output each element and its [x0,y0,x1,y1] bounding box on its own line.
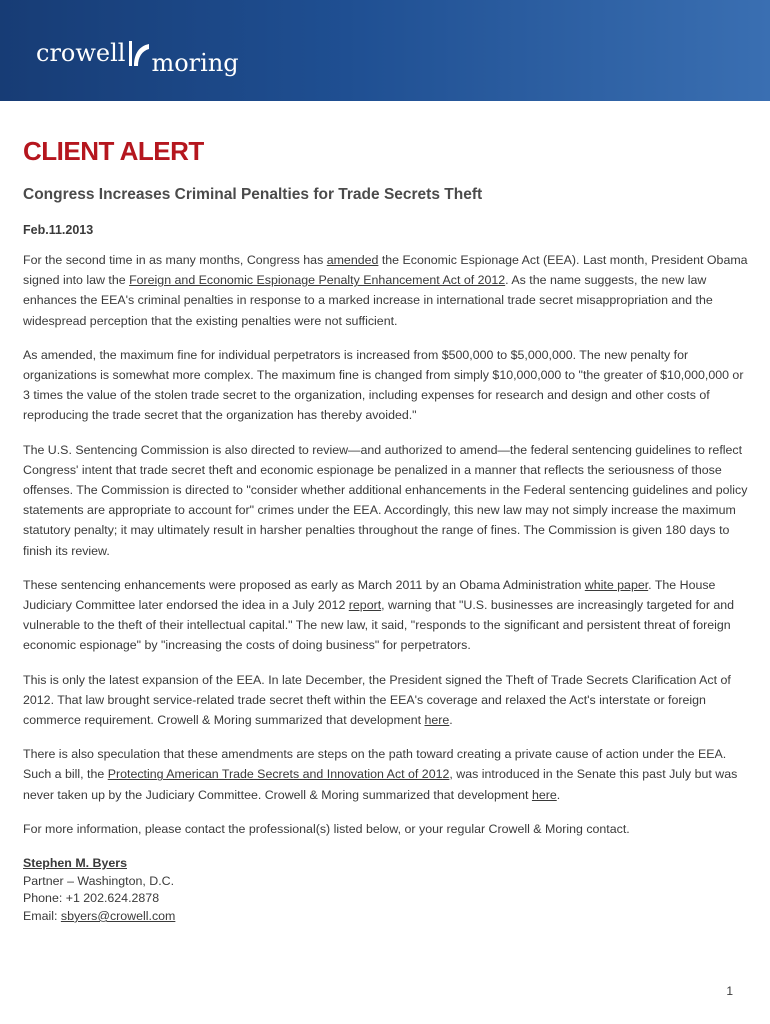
paragraph-5: This is only the latest expansion of the EEA. In late December, the President signed the Theft of Trade Secrets Clarification Act of 2012. That law brought service-related trade secret theft within the EEA's coverage and relaxed the Act's interstate or foreign commerce requirement. Crowell & Moring summarized that development here. [23,672,731,728]
document-body [23,135,748,925]
contact-block [23,855,748,925]
paragraph-1: For the second time in as many months, Congress has amended the Economic Espionage Act (EEA). Last month, President Obama signed into law the Foreign and Economic Espionage Penalty Enhancement Act of 2012. As the name suggests, the new law enhances the EEA's criminal penalties in response to a marked increase in international trade secret misappropriation and the widespread perception that the existing penalties were not sufficient. [23,253,748,328]
logo-mark-icon [126,38,150,68]
page-number: 1 [726,984,733,998]
logo-word-moring: moring [151,49,239,77]
link-protecting-trade-secrets-act[interactable]: Protecting American Trade Secrets and Innovation Act of 2012 [107,767,450,782]
paragraph-2: As amended, the maximum fine for individual perpetrators is increased from $500,000 to $5,000,000. The new penalty for organizations is somewhat more complex. The maximum fine is changed from simply $10,000,000 to "the greater of $10,000,000 or 3 times the value of the stolen trade secret to the organization, including expenses for research and design and other costs of reproducing the trade secret that the organization has thereby avoided." [23,347,744,423]
article-title: Congress Increases Criminal Penalties for Trade Secrets Theft [23,186,483,203]
link-here-1[interactable]: here [424,713,450,728]
link-white-paper[interactable]: white paper [584,577,649,592]
paragraph-7: For more information, please contact the professional(s) listed below, or your regular Crowell & Moring contact. [23,821,630,836]
article-date: Feb.11.2013 [23,223,94,237]
contact-name-link[interactable]: Stephen M. Byers [23,856,127,871]
paragraph-4: These sentencing enhancements were proposed as early as March 2011 by an Obama Administration white paper. The House Judiciary Committee later endorsed the idea in a July 2012 report, warning that "U.S. businesses are increasingly targeted for and vulnerable to the theft of their intellectual capital." The new law, it said, "responds to the significant and persistent threat of foreign economic espionage" by "increasing the costs of doing business" for perpetrators. [23,577,735,653]
link-report[interactable]: report [348,598,382,613]
contact-phone: Phone: +1 202.624.2878 [23,891,160,906]
client-alert-heading: CLIENT ALERT [23,136,204,166]
logo-word-crowell: crowell [36,39,126,67]
crowell-moring-logo [36,38,239,78]
email-link[interactable]: sbyers@crowell.com [60,908,176,923]
paragraph-3: The U.S. Sentencing Commission is also directed to review—and authorized to amend—the federal sentencing guidelines to reflect Congress' intent that trade secret theft and economic espionage be penalized in a manner that reflects the seriousness of those offenses. The Commission is directed to "consider whether additional enhancements in the Federal sentencing guidelines and policy statements are appropriate to account for" crimes under the EEA. Accordingly, this new law may not simply increase the maximum statutory penalty; it may ultimately result in harsher penalties throughout the range of fines. The Commission is given 180 days to finish its review. [23,442,748,558]
header-banner [0,0,770,101]
contact-email: Email: sbyers@crowell.com [23,908,176,923]
paragraph-6: There is also speculation that these amendments are steps on the path toward creating a private cause of action under the EEA. Such a bill, the Protecting American Trade Secrets and Innovation Act of 2012, was introduced in the Senate this past July but was never taken up by the Judiciary Committee. Crowell & Moring summarized that development here. [23,747,738,802]
link-here-2[interactable]: here [531,787,557,802]
link-amended[interactable]: amended [326,253,379,267]
link-penalty-enhancement-act[interactable]: Foreign and Economic Espionage Penalty Enhancement Act of 2012 [129,273,506,288]
contact-title: Partner – Washington, D.C. [23,873,175,888]
